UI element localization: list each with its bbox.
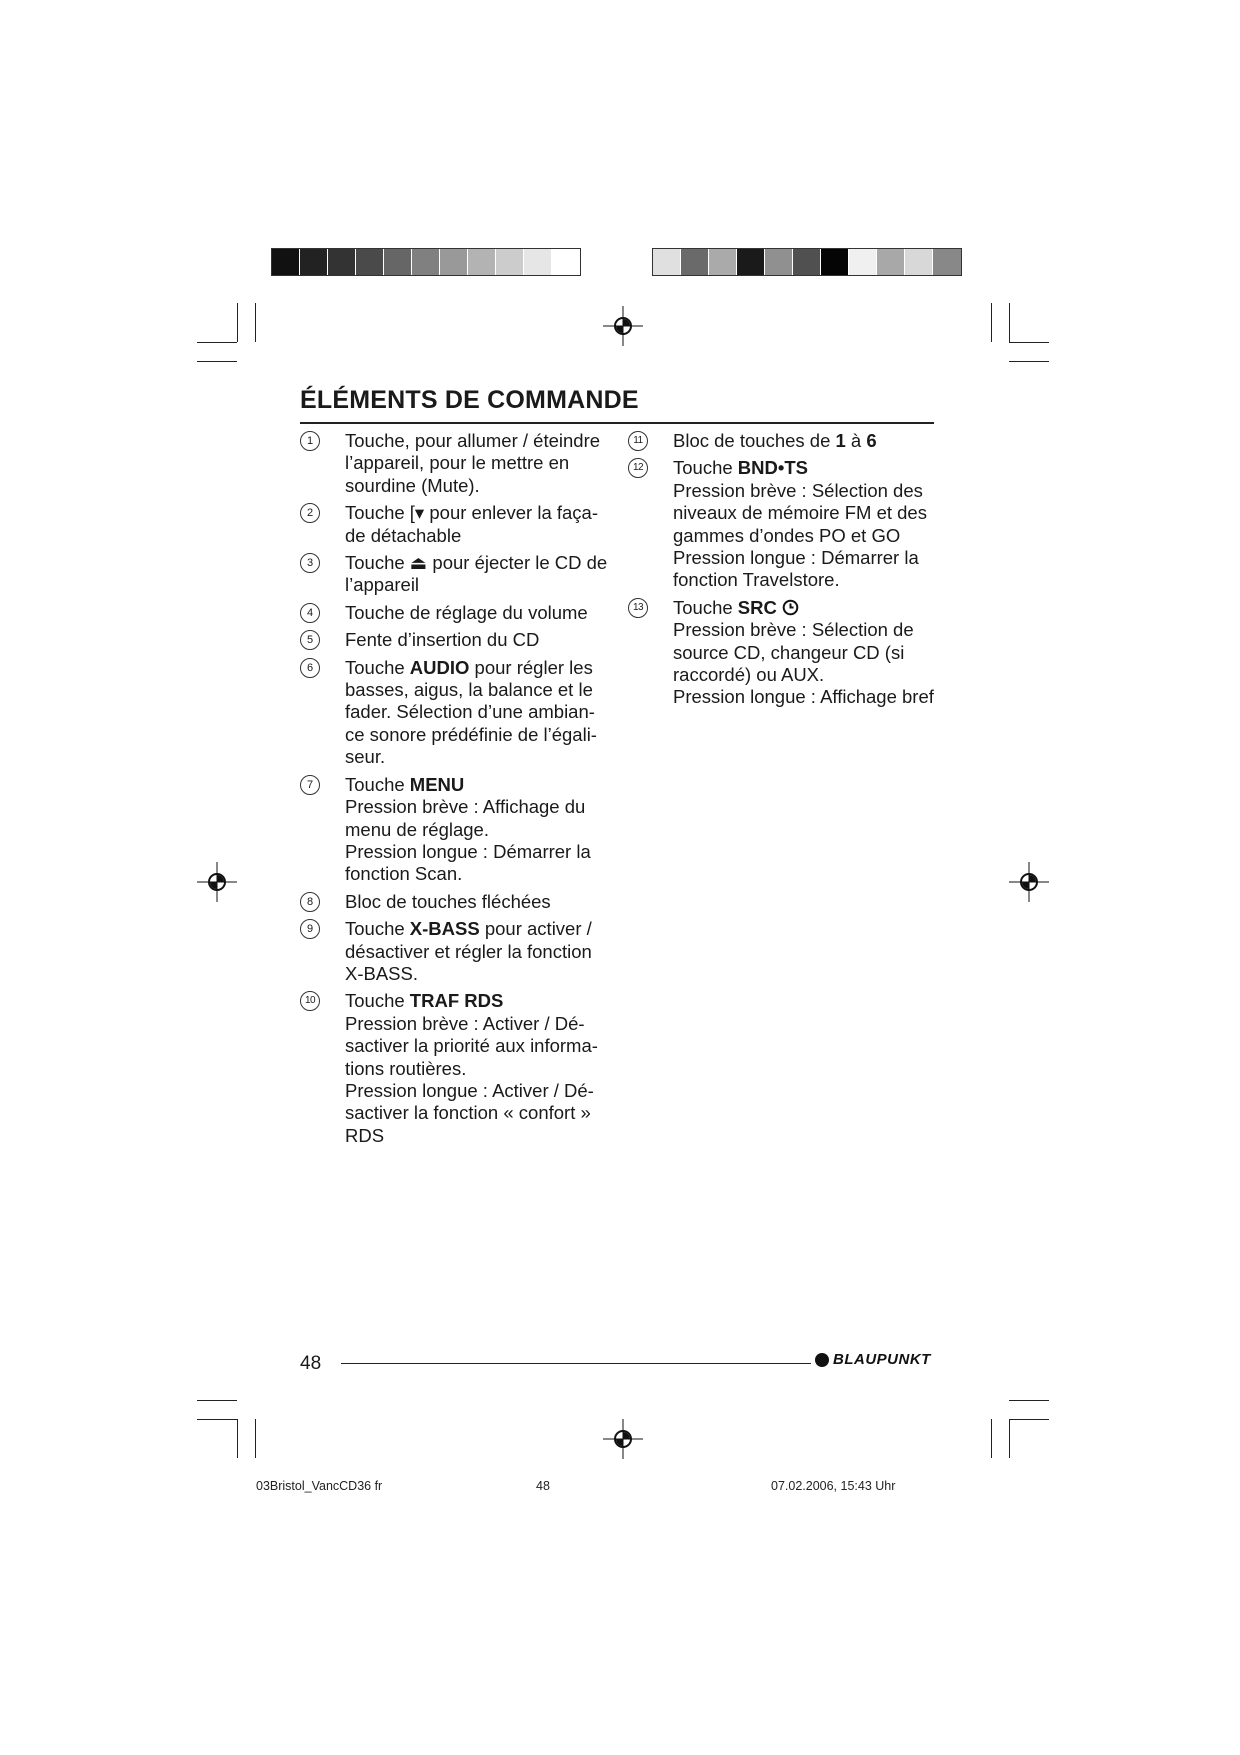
brand-logo xyxy=(815,1351,931,1368)
brand-dot-icon xyxy=(815,1353,829,1367)
crop-mark xyxy=(255,303,256,342)
crop-mark xyxy=(1009,1400,1049,1401)
color-bar-left xyxy=(271,248,581,276)
list-item: 13 Touche SRC Pression brève : Sélection de source CD, changeur CD (si raccordé) ou AUX. Pression longue : Affichage bref xyxy=(628,597,948,709)
footer-divider xyxy=(341,1363,811,1364)
color-swatch xyxy=(821,249,849,275)
item-number: 6 xyxy=(300,658,320,678)
list-item: 12 Touche BND•TS Pression brève : Sélection des niveaux de mémoire FM et des gammes d’ondes PO et GO Pression longue : Démarrer la fonction Travelstore. xyxy=(628,457,948,591)
item-number: 9 xyxy=(300,919,320,939)
item-number: 8 xyxy=(300,892,320,912)
item-number: 4 xyxy=(300,603,320,623)
crop-mark xyxy=(237,1419,238,1458)
crop-mark xyxy=(991,1419,992,1458)
item-number: 10 xyxy=(300,991,320,1011)
rich-line: Touche X-BASS pour activer / xyxy=(345,918,592,940)
print-page-number: 48 xyxy=(536,1479,550,1493)
crop-mark xyxy=(197,361,237,362)
list-item: 9 Touche X-BASS pour activer / désactiver et régler la fonction X-BASS. xyxy=(300,918,620,985)
list-item: 7 Touche MENU Pression brève : Affichage du menu de réglage. Pression longue : Démarrer la fonction Scan. xyxy=(300,774,620,886)
color-swatch xyxy=(356,249,384,275)
registration-mark-icon xyxy=(1009,862,1049,902)
color-swatch xyxy=(412,249,440,275)
title-divider xyxy=(300,422,934,424)
item-number: 11 xyxy=(628,431,648,451)
color-swatch xyxy=(300,249,328,275)
color-swatch xyxy=(709,249,737,275)
list-item xyxy=(628,430,948,452)
section-title: ÉLÉMENTS DE COMMANDE xyxy=(300,386,639,414)
item-number: 7 xyxy=(300,775,320,795)
item-number: 3 xyxy=(300,553,320,573)
brand-name: BLAUPUNKT xyxy=(833,1351,931,1368)
registration-mark-icon xyxy=(603,1419,643,1459)
rich-line: Touche BND•TS xyxy=(673,457,808,479)
color-swatch xyxy=(384,249,412,275)
color-swatch xyxy=(681,249,709,275)
color-swatch xyxy=(524,249,552,275)
clock-icon xyxy=(782,599,799,616)
item-number: 5 xyxy=(300,630,320,650)
color-swatch xyxy=(877,249,905,275)
rich-line: Touche SRC xyxy=(673,597,948,619)
crop-mark xyxy=(1009,342,1049,343)
controls-list-right xyxy=(628,430,948,714)
registration-mark-icon xyxy=(197,862,237,902)
rich-line: Bloc de touches de 1 à 6 xyxy=(673,430,877,451)
color-swatch xyxy=(765,249,793,275)
list-item: 5 Fente d’insertion du CD xyxy=(300,629,620,651)
list-item: 4 Touche de réglage du volume xyxy=(300,602,620,624)
list-item: 2 Touche [▾ pour enlever la faça- de détachable xyxy=(300,502,620,547)
color-swatch xyxy=(905,249,933,275)
crop-mark xyxy=(1009,1419,1010,1458)
crop-mark xyxy=(991,303,992,342)
item-number: 13 xyxy=(628,598,648,618)
crop-mark xyxy=(237,303,238,342)
rich-line: Touche TRAF RDS xyxy=(345,990,504,1012)
crop-mark xyxy=(197,342,237,343)
rich-line: Touche MENU xyxy=(345,773,465,795)
crop-mark xyxy=(1009,361,1049,362)
list-item: 6 Touche AUDIO pour régler les basses, aigus, la balance et le fader. Sélection d’une ambian- ce sonore prédéfinie de l’égali- seur. xyxy=(300,657,620,769)
print-file-name: 03Bristol_VancCD36 fr xyxy=(256,1479,383,1493)
crop-mark xyxy=(1009,1419,1049,1420)
item-number: 1 xyxy=(300,431,320,451)
item-number: 12 xyxy=(628,458,648,478)
color-swatch xyxy=(737,249,765,275)
color-bar-right xyxy=(652,248,962,276)
crop-mark xyxy=(1009,303,1010,342)
color-swatch xyxy=(933,249,961,275)
color-swatch xyxy=(653,249,681,275)
color-swatch xyxy=(496,249,524,275)
rich-line: Touche AUDIO pour régler les xyxy=(345,656,593,678)
list-item: 3 Touche ⏏ pour éjecter le CD de l’appareil xyxy=(300,552,620,597)
color-swatch xyxy=(440,249,468,275)
item-number: 2 xyxy=(300,503,320,523)
crop-mark xyxy=(197,1419,237,1420)
crop-mark xyxy=(255,1419,256,1458)
color-swatch xyxy=(793,249,821,275)
list-item: 10 Touche TRAF RDS Pression brève : Activer / Dé- sactiver la priorité aux informa- tions routières. Pression longue : Activer / Dé- sactiver la fonction « confort » RDS xyxy=(300,990,620,1147)
page-number: 48 xyxy=(300,1353,322,1374)
list-item: 1 Touche, pour allumer / éteindre l’appareil, pour le mettre en sourdine (Mute). xyxy=(300,430,620,497)
list-item: 8 Bloc de touches fléchées xyxy=(300,891,620,913)
color-swatch xyxy=(328,249,356,275)
color-swatch xyxy=(552,249,580,275)
registration-mark-icon xyxy=(603,306,643,346)
print-date: 07.02.2006, 15:43 Uhr xyxy=(771,1479,896,1493)
color-swatch xyxy=(849,249,877,275)
crop-mark xyxy=(197,1400,237,1401)
color-swatch xyxy=(272,249,300,275)
controls-list-left xyxy=(300,430,620,1152)
color-swatch xyxy=(468,249,496,275)
